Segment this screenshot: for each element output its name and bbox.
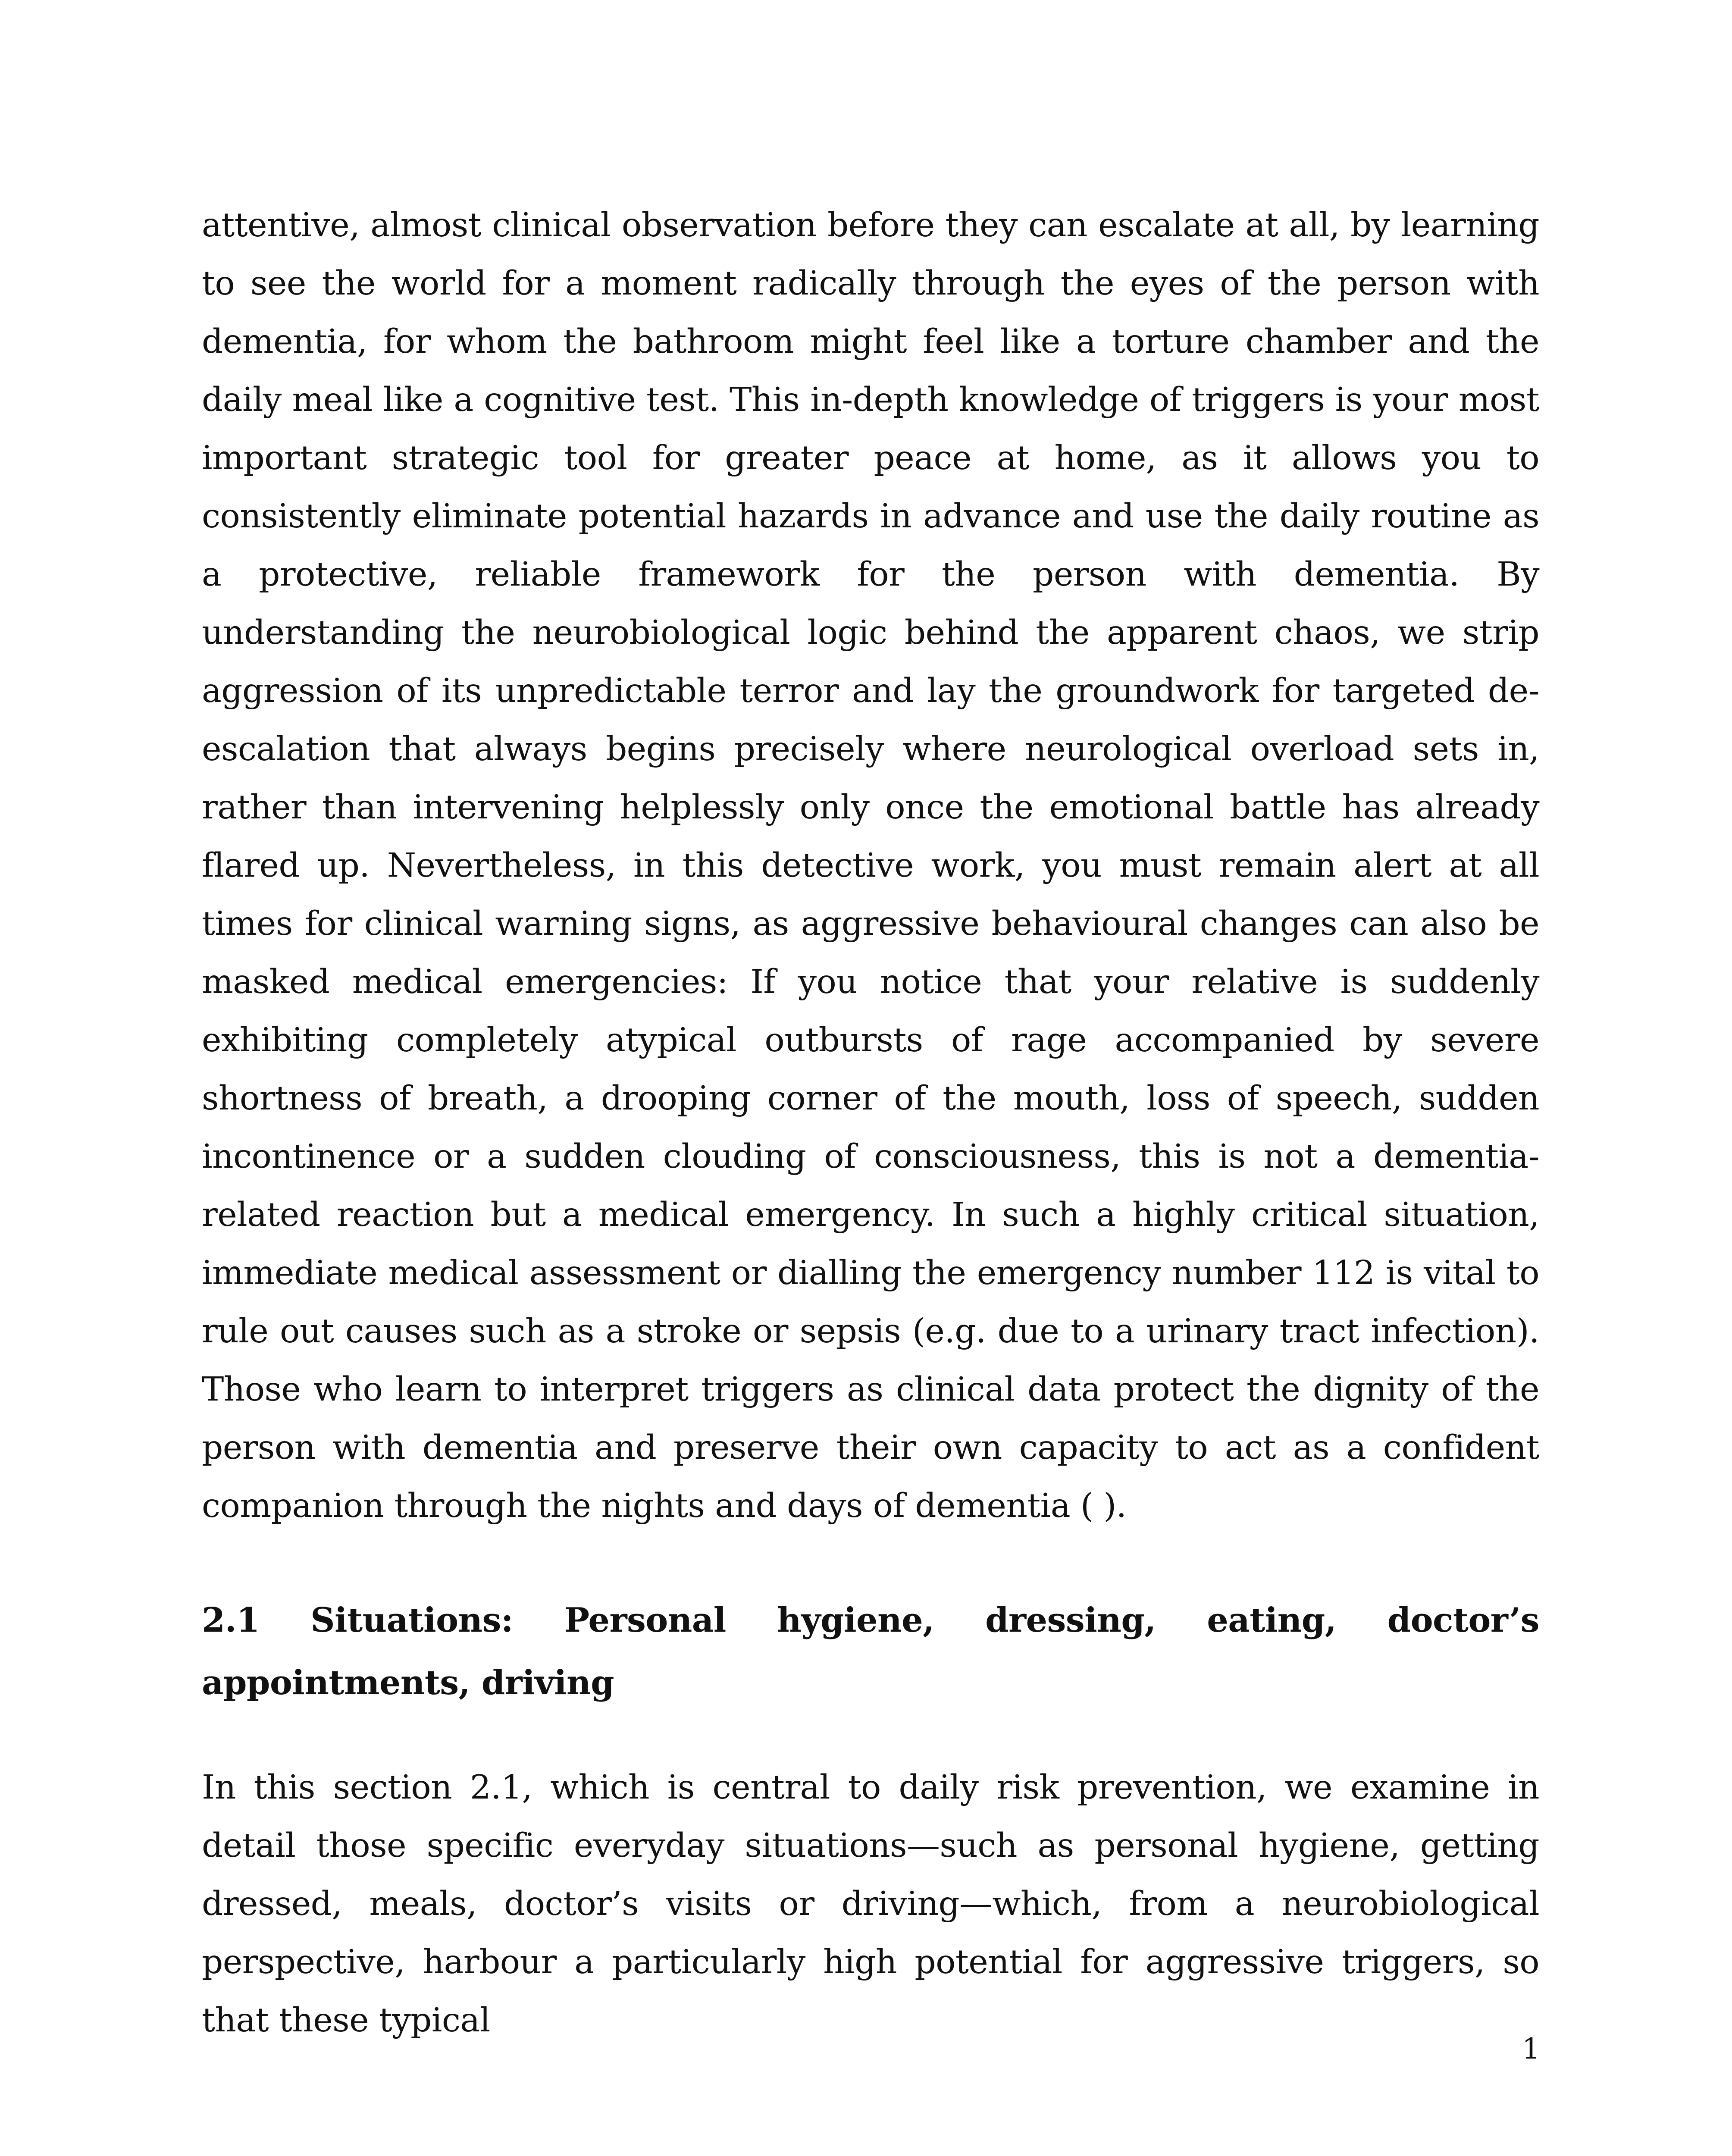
section-heading: 2.1 Situations: Personal hygiene, dressing, eating, doctor’s appointments, driving <box>202 1601 1539 1702</box>
page-content <box>202 196 1539 2049</box>
body-paragraph-2: In this section 2.1, which is central to daily risk prevention, we examine in detail those specific everyday situations—such as personal hygiene, getting dressed, meals, doctor’s visits or driving—which, from a neurobiological perspective, harbour a particularly high potential for aggressive triggers, so that these typical <box>202 1768 1539 2040</box>
body-paragraph-1: attentive, almost clinical observation before they can escalate at all, by learning to see the world for a moment radically through the eyes of the person with dementia, for whom the bathroom might feel like a torture chamber and the daily meal like a cognitive test. This in-depth knowledge of triggers is your most important strategic tool for greater peace at home, as it allows you to consistently eliminate potential hazards in advance and use the daily routine as a protective, reliable framework for the person with dementia. By understanding the neurobiological logic behind the apparent chaos, we strip aggression of its unpredictable terror and lay the groundwork for targeted de-escalation that always begins precisely where neurological overload sets in, rather than intervening helplessly only once the emotional battle has already flared up. Nevertheless, in this detective work, you must remain alert at all times for clinical warning signs, as aggressive behavioural changes can also be masked medical emergencies: If you notice that your relative is suddenly exhibiting completely atypical outbursts of rage accompanied by severe shortness of breath, a drooping corner of the mouth, loss of speech, sudden incontinence or a sudden clouding of consciousness, this is not a dementia-related reaction but a medical emergency. In such a highly critical situation, immediate medical assessment or dialling the emergency number 112 is vital to rule out causes such as a stroke or sepsis (e.g. due to a urinary tract infection). Those who learn to interpret triggers as clinical data protect the dignity of the person with dementia and preserve their own capacity to act as a confident companion through the nights and days of dementia ( ). <box>202 206 1539 1525</box>
page-number: 1 <box>1522 2032 1540 2065</box>
